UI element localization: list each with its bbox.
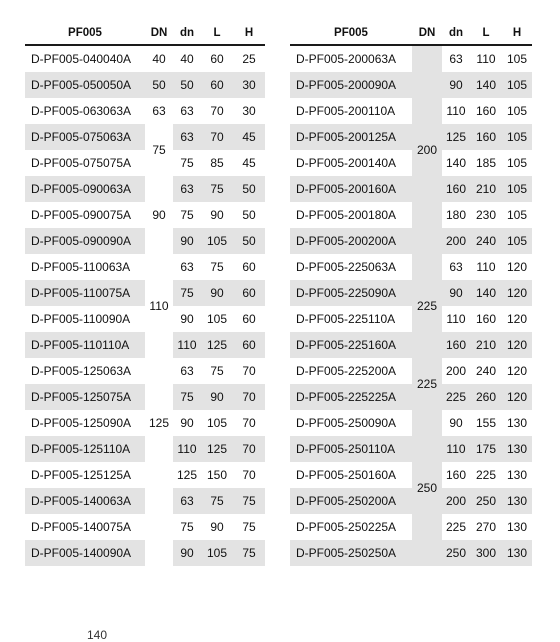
part-code-cell: D-PF005-225160A	[290, 332, 412, 358]
dn-cell: 90	[173, 228, 201, 254]
h-cell: 75	[233, 540, 265, 566]
part-code-cell: D-PF005-090090A	[25, 228, 145, 254]
h-cell: 45	[233, 150, 265, 176]
l-cell: 60	[201, 45, 233, 72]
h-cell: 105	[502, 150, 532, 176]
table-row	[290, 98, 532, 124]
dn-cell: 63	[442, 254, 470, 280]
table-row	[290, 540, 532, 566]
table-row	[290, 150, 532, 176]
h-cell: 60	[233, 254, 265, 280]
dn-cell: 63	[173, 488, 201, 514]
dn-cell: 110	[442, 98, 470, 124]
table-row	[25, 254, 265, 280]
part-code-cell: D-PF005-140063A	[25, 488, 145, 514]
l-cell: 70	[201, 98, 233, 124]
table-row	[290, 254, 532, 280]
l-cell: 125	[201, 332, 233, 358]
dn-cell: 90	[173, 410, 201, 436]
table-row	[290, 45, 532, 72]
h-cell: 120	[502, 306, 532, 332]
part-code-cell: D-PF005-200063A	[290, 45, 412, 72]
table-row	[290, 384, 532, 410]
dn-group-cell	[145, 488, 173, 566]
dn-cell: 63	[173, 98, 201, 124]
h-cell: 30	[233, 98, 265, 124]
dn-group-cell: 225	[412, 254, 442, 358]
h-cell: 30	[233, 72, 265, 98]
l-cell: 125	[201, 436, 233, 462]
l-cell: 85	[201, 150, 233, 176]
dn-cell: 110	[442, 436, 470, 462]
table-row	[290, 72, 532, 98]
dn-cell: 75	[173, 384, 201, 410]
dn-group-cell: 50	[145, 72, 173, 98]
part-code-cell: D-PF005-075075A	[25, 150, 145, 176]
l-cell: 60	[201, 72, 233, 98]
part-code-cell: D-PF005-040040A	[25, 45, 145, 72]
part-code-cell: D-PF005-250250A	[290, 540, 412, 566]
l-cell: 90	[201, 280, 233, 306]
h-cell: 105	[502, 124, 532, 150]
part-code-cell: D-PF005-050050A	[25, 72, 145, 98]
dn-cell: 63	[442, 45, 470, 72]
l-cell: 260	[470, 384, 502, 410]
l-cell: 160	[470, 306, 502, 332]
table-row	[25, 72, 265, 98]
part-code-cell: D-PF005-063063A	[25, 98, 145, 124]
dn-cell: 180	[442, 202, 470, 228]
header-cell: H	[502, 22, 532, 45]
dn-cell: 90	[173, 540, 201, 566]
h-cell: 105	[502, 72, 532, 98]
dn-cell: 90	[442, 72, 470, 98]
l-cell: 75	[201, 176, 233, 202]
dn-group-cell: 63	[145, 98, 173, 124]
part-code-cell: D-PF005-110110A	[25, 332, 145, 358]
h-cell: 105	[502, 228, 532, 254]
part-code-cell: D-PF005-125063A	[25, 358, 145, 384]
dn-cell: 110	[173, 436, 201, 462]
dn-cell: 140	[442, 150, 470, 176]
dn-cell: 160	[442, 176, 470, 202]
part-code-cell: D-PF005-200160A	[290, 176, 412, 202]
table-row	[290, 228, 532, 254]
h-cell: 130	[502, 540, 532, 566]
header-row	[290, 22, 532, 45]
header-cell: dn	[173, 22, 201, 45]
table-row	[25, 124, 265, 150]
dn-group-cell: 200	[412, 45, 442, 254]
h-cell: 105	[502, 98, 532, 124]
table-row	[290, 176, 532, 202]
part-code-cell: D-PF005-225225A	[290, 384, 412, 410]
dn-cell: 63	[173, 358, 201, 384]
l-cell: 230	[470, 202, 502, 228]
dn-group-cell: 75	[145, 124, 173, 176]
part-code-cell: D-PF005-225063A	[290, 254, 412, 280]
dn-group-cell: 225	[412, 358, 442, 410]
part-code-cell: D-PF005-225200A	[290, 358, 412, 384]
h-cell: 130	[502, 514, 532, 540]
part-code-cell: D-PF005-140075A	[25, 514, 145, 540]
l-cell: 140	[470, 280, 502, 306]
part-code-cell: D-PF005-250160A	[290, 462, 412, 488]
part-code-cell: D-PF005-200140A	[290, 150, 412, 176]
table-row	[290, 436, 532, 462]
part-code-cell: D-PF005-200180A	[290, 202, 412, 228]
l-cell: 105	[201, 306, 233, 332]
l-cell: 75	[201, 254, 233, 280]
h-cell: 50	[233, 202, 265, 228]
table-row	[290, 280, 532, 306]
h-cell: 50	[233, 228, 265, 254]
h-cell: 120	[502, 254, 532, 280]
dn-cell: 200	[442, 358, 470, 384]
part-code-cell: D-PF005-225090A	[290, 280, 412, 306]
h-cell: 70	[233, 436, 265, 462]
part-code-cell: D-PF005-225110A	[290, 306, 412, 332]
part-code-cell: D-PF005-110090A	[25, 306, 145, 332]
table-row	[290, 306, 532, 332]
table-row	[25, 98, 265, 124]
part-code-cell: D-PF005-125090A	[25, 410, 145, 436]
h-cell: 75	[233, 514, 265, 540]
header-cell: PF005	[290, 22, 412, 45]
l-cell: 210	[470, 332, 502, 358]
l-cell: 185	[470, 150, 502, 176]
dn-cell: 160	[442, 332, 470, 358]
l-cell: 225	[470, 462, 502, 488]
l-cell: 105	[201, 540, 233, 566]
header-cell: H	[233, 22, 265, 45]
part-code-cell: D-PF005-125125A	[25, 462, 145, 488]
h-cell: 50	[233, 176, 265, 202]
l-cell: 140	[470, 72, 502, 98]
l-cell: 90	[201, 202, 233, 228]
table-row	[290, 332, 532, 358]
h-cell: 25	[233, 45, 265, 72]
part-code-cell: D-PF005-075063A	[25, 124, 145, 150]
dn-group-cell: 90	[145, 176, 173, 254]
dn-cell: 75	[173, 514, 201, 540]
part-code-cell: D-PF005-250090A	[290, 410, 412, 436]
h-cell: 130	[502, 410, 532, 436]
h-cell: 105	[502, 176, 532, 202]
part-code-cell: D-PF005-200125A	[290, 124, 412, 150]
header-cell: DN	[412, 22, 442, 45]
h-cell: 70	[233, 358, 265, 384]
dn-cell: 125	[173, 462, 201, 488]
l-cell: 155	[470, 410, 502, 436]
table-row	[290, 202, 532, 228]
h-cell: 60	[233, 332, 265, 358]
l-cell: 90	[201, 384, 233, 410]
h-cell: 60	[233, 280, 265, 306]
header-cell: DN	[145, 22, 173, 45]
h-cell: 105	[502, 45, 532, 72]
h-cell: 130	[502, 488, 532, 514]
h-cell: 45	[233, 124, 265, 150]
part-code-cell: D-PF005-250110A	[290, 436, 412, 462]
l-cell: 105	[201, 410, 233, 436]
table-row	[290, 514, 532, 540]
l-cell: 105	[201, 228, 233, 254]
l-cell: 150	[201, 462, 233, 488]
h-cell: 70	[233, 462, 265, 488]
table-row	[25, 45, 265, 72]
dn-cell: 40	[173, 45, 201, 72]
dn-cell: 75	[173, 202, 201, 228]
table-row	[290, 462, 532, 488]
dn-cell: 90	[442, 280, 470, 306]
h-cell: 120	[502, 358, 532, 384]
dn-group-cell: 40	[145, 45, 173, 72]
l-cell: 160	[470, 124, 502, 150]
l-cell: 90	[201, 514, 233, 540]
h-cell: 120	[502, 280, 532, 306]
part-code-cell: D-PF005-090063A	[25, 176, 145, 202]
overflow-dn-label: 140	[87, 628, 108, 642]
dimension-table-right	[290, 22, 532, 566]
table-row	[290, 488, 532, 514]
l-cell: 75	[201, 358, 233, 384]
dn-cell: 75	[173, 150, 201, 176]
l-cell: 175	[470, 436, 502, 462]
table-row	[25, 488, 265, 514]
dn-cell: 225	[442, 384, 470, 410]
h-cell: 130	[502, 462, 532, 488]
h-cell: 75	[233, 488, 265, 514]
part-code-cell: D-PF005-140090A	[25, 540, 145, 566]
l-cell: 210	[470, 176, 502, 202]
header-cell: L	[201, 22, 233, 45]
table-row	[290, 358, 532, 384]
h-cell: 70	[233, 384, 265, 410]
dn-group-cell: 125	[145, 358, 173, 488]
l-cell: 300	[470, 540, 502, 566]
dn-group-cell: 250	[412, 410, 442, 566]
dn-cell: 110	[173, 332, 201, 358]
part-code-cell: D-PF005-090075A	[25, 202, 145, 228]
dn-cell: 75	[173, 280, 201, 306]
h-cell: 70	[233, 410, 265, 436]
header-cell: L	[470, 22, 502, 45]
h-cell: 130	[502, 436, 532, 462]
dn-group-cell: 110	[145, 254, 173, 358]
part-code-cell: D-PF005-110063A	[25, 254, 145, 280]
l-cell: 70	[201, 124, 233, 150]
dn-cell: 200	[442, 488, 470, 514]
part-code-cell: D-PF005-200110A	[290, 98, 412, 124]
dn-cell: 250	[442, 540, 470, 566]
table-row	[290, 124, 532, 150]
part-code-cell: D-PF005-125075A	[25, 384, 145, 410]
h-cell: 60	[233, 306, 265, 332]
table-row	[25, 358, 265, 384]
table-row	[290, 410, 532, 436]
part-code-cell: D-PF005-125110A	[25, 436, 145, 462]
header-cell: dn	[442, 22, 470, 45]
part-code-cell: D-PF005-250225A	[290, 514, 412, 540]
l-cell: 110	[470, 45, 502, 72]
dn-cell: 63	[173, 176, 201, 202]
dn-cell: 90	[442, 410, 470, 436]
l-cell: 270	[470, 514, 502, 540]
l-cell: 110	[470, 254, 502, 280]
dimension-table-left	[25, 22, 265, 566]
dn-cell: 225	[442, 514, 470, 540]
l-cell: 250	[470, 488, 502, 514]
part-code-cell: D-PF005-200090A	[290, 72, 412, 98]
header-cell: PF005	[25, 22, 145, 45]
dn-cell: 50	[173, 72, 201, 98]
dn-cell: 63	[173, 254, 201, 280]
dn-cell: 63	[173, 124, 201, 150]
l-cell: 75	[201, 488, 233, 514]
l-cell: 240	[470, 358, 502, 384]
h-cell: 105	[502, 202, 532, 228]
part-code-cell: D-PF005-200200A	[290, 228, 412, 254]
dn-cell: 160	[442, 462, 470, 488]
dn-cell: 125	[442, 124, 470, 150]
header-row	[25, 22, 265, 45]
dn-cell: 90	[173, 306, 201, 332]
part-code-cell: D-PF005-110075A	[25, 280, 145, 306]
l-cell: 160	[470, 98, 502, 124]
table-row	[25, 176, 265, 202]
l-cell: 240	[470, 228, 502, 254]
dn-cell: 110	[442, 306, 470, 332]
h-cell: 120	[502, 332, 532, 358]
dn-cell: 200	[442, 228, 470, 254]
part-code-cell: D-PF005-250200A	[290, 488, 412, 514]
h-cell: 120	[502, 384, 532, 410]
